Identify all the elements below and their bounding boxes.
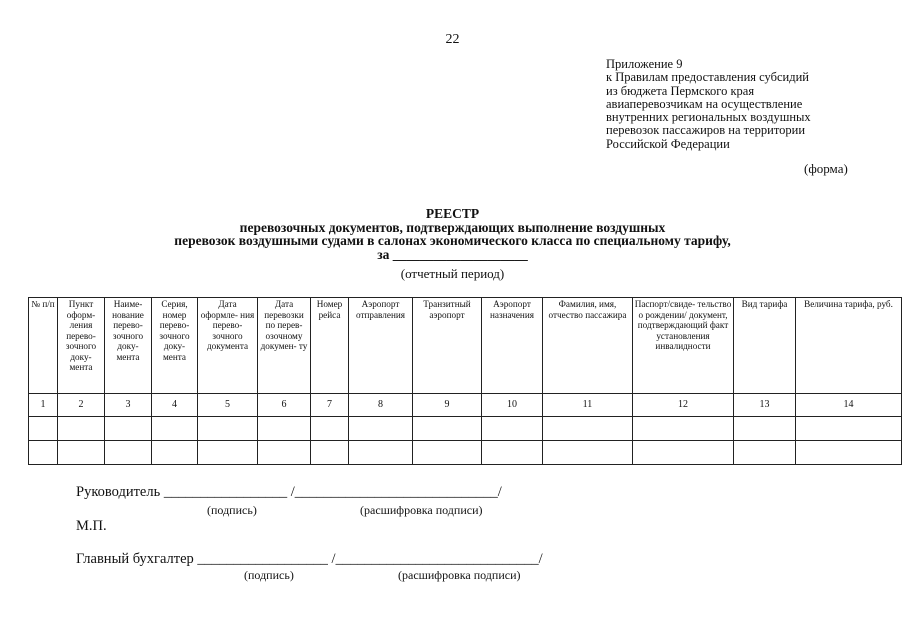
head-signature-caption: (подпись) <box>207 503 257 517</box>
empty-cell <box>413 417 482 441</box>
column-number: 11 <box>543 394 633 417</box>
header-cell: Пункт оформ- ления перево- зочного доку- мента <box>58 298 105 394</box>
empty-cell <box>311 441 349 465</box>
accountant-name-caption: (расшифровка подписи) <box>398 568 521 582</box>
title-line-2: перевозок воздушными судами в салонах экономического класса по специальному тарифу, <box>174 233 731 248</box>
empty-cell <box>29 417 58 441</box>
annex-block <box>606 58 811 151</box>
header-cell: Аэропорт назначения <box>482 298 543 394</box>
header-cell: Наиме- нование перево- зочного доку- мента <box>105 298 152 394</box>
document-title <box>0 207 905 261</box>
stamp-label: М.П. <box>76 518 107 534</box>
empty-cell <box>633 441 734 465</box>
header-cell: Фамилия, имя, отчество пассажира <box>543 298 633 394</box>
annex-line: авиаперевозчикам на осуществление <box>606 96 803 111</box>
table-row <box>29 441 902 465</box>
empty-cell <box>152 417 198 441</box>
empty-cell <box>105 441 152 465</box>
column-number: 3 <box>105 394 152 417</box>
title-heading: РЕЕСТР <box>425 206 480 221</box>
empty-cell <box>734 417 796 441</box>
empty-cell <box>29 441 58 465</box>
column-number: 5 <box>198 394 258 417</box>
empty-cell <box>198 417 258 441</box>
column-number: 1 <box>29 394 58 417</box>
empty-cell <box>349 417 413 441</box>
empty-cell <box>58 441 105 465</box>
annex-line: перевозок пассажиров на территории <box>606 123 806 138</box>
empty-cell <box>152 441 198 465</box>
empty-cell <box>543 441 633 465</box>
column-number: 12 <box>633 394 734 417</box>
empty-cell <box>105 417 152 441</box>
head-name-caption: (расшифровка подписи) <box>360 503 483 517</box>
header-cell: Аэропорт отправления <box>349 298 413 394</box>
column-number: 7 <box>311 394 349 417</box>
head-signature-line: Руководитель _________________ /____________________________/ <box>76 484 502 500</box>
header-cell: Величина тарифа, руб. <box>796 298 902 394</box>
header-cell: Вид тарифа <box>734 298 796 394</box>
empty-cell <box>543 417 633 441</box>
empty-cell <box>198 441 258 465</box>
column-number: 8 <box>349 394 413 417</box>
title-line-1: перевозочных документов, подтверждающих выполнение воздушных <box>239 219 666 235</box>
header-cell: Дата перевозки по перев- озочному докумен- ту <box>258 298 311 394</box>
empty-cell <box>482 417 543 441</box>
registry-table <box>28 297 902 465</box>
column-number: 13 <box>734 394 796 417</box>
header-cell: Дата оформле- ния перево- зочного документа <box>198 298 258 394</box>
table-row <box>29 417 902 441</box>
annex-line: из бюджета Пермского края <box>606 83 755 98</box>
empty-cell <box>349 441 413 465</box>
empty-cell <box>258 417 311 441</box>
accountant-signature-caption: (подпись) <box>244 568 294 582</box>
period-caption: (отчетный период) <box>400 266 505 281</box>
empty-cell <box>58 417 105 441</box>
title-line-3: за ____________________ <box>377 246 528 262</box>
column-number: 4 <box>152 394 198 417</box>
annex-line: внутренних региональных воздушных <box>606 110 811 125</box>
header-cell: Транзитный аэропорт <box>413 298 482 394</box>
column-number: 2 <box>58 394 105 417</box>
annex-line: Приложение 9 <box>606 57 683 71</box>
form-label: (форма) <box>804 161 848 176</box>
header-cell: Серия, номер перево- зочного доку- мента <box>152 298 198 394</box>
column-number-row <box>29 394 902 417</box>
empty-cell <box>258 441 311 465</box>
empty-cell <box>734 441 796 465</box>
header-cell: Номер рейса <box>311 298 349 394</box>
empty-cell <box>796 441 902 465</box>
column-number: 6 <box>258 394 311 417</box>
annex-line: к Правилам предоставления субсидий <box>606 70 809 85</box>
column-number: 10 <box>482 394 543 417</box>
header-row <box>29 298 902 394</box>
empty-cell <box>633 417 734 441</box>
page-number: 22 <box>445 32 460 47</box>
column-number: 14 <box>796 394 902 417</box>
empty-cell <box>311 417 349 441</box>
header-cell: № п/п <box>29 298 58 394</box>
empty-cell <box>796 417 902 441</box>
empty-cell <box>482 441 543 465</box>
accountant-signature-line: Главный бухгалтер __________________ /____________________________/ <box>76 551 543 567</box>
header-cell: Паспорт/свиде- тельство о рождении/ документ, подтверждающий факт установления инвалидности <box>633 298 734 394</box>
empty-cell <box>413 441 482 465</box>
annex-line: Российской Федерации <box>606 136 730 151</box>
column-number: 9 <box>413 394 482 417</box>
